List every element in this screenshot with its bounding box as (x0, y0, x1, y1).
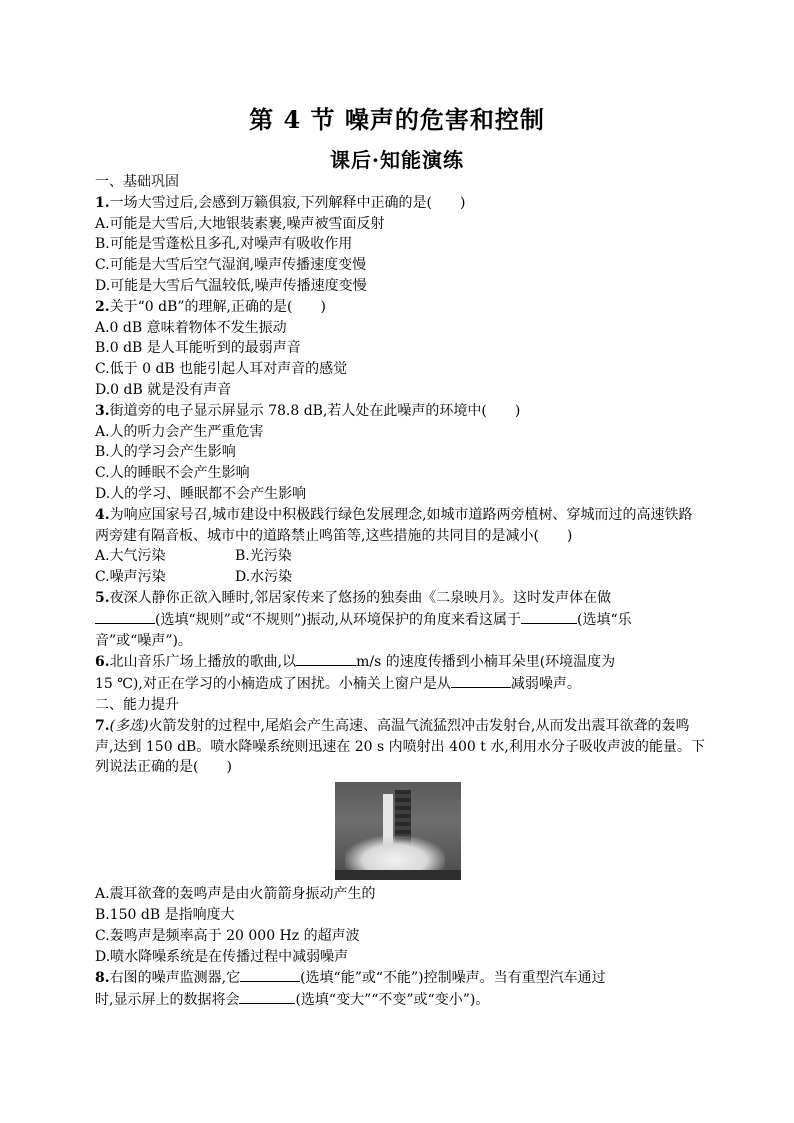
question-number: 4. (95, 506, 110, 523)
question-number: 2. (95, 298, 110, 315)
question-stem: 街道旁的电子显示屏显示 78.8 dB,若人处在此噪声的环境中( ) (109, 402, 521, 419)
question-7 (95, 716, 705, 778)
answer-blank[interactable] (296, 651, 356, 666)
question-number: 7. (95, 717, 110, 734)
question-1 (95, 193, 705, 214)
option-c: C.人的睡眠不会产生影响 (95, 465, 250, 482)
option-d: D.人的学习、睡眠都不会产生影响 (95, 485, 307, 502)
question-stem: 为响应国家号召,城市建设中积极践行绿色发展理念,如城市道路两旁植树、穿城而过的高速铁路两旁建有隔音板、城市中的道路禁止鸣笛等,这些措施的共同目的是减小( ) (95, 506, 693, 544)
question-number: 5. (95, 589, 110, 606)
question-6 (95, 651, 705, 673)
question-text: 15 ℃),对正在学习的小楠造成了困扰。小楠关上窗户是从 (95, 676, 451, 693)
question-5 (95, 588, 705, 609)
question-8-line-2 (95, 989, 705, 1011)
answer-blank[interactable] (451, 673, 511, 688)
question-text: m/s 的速度传播到小楠耳朵里(环境温度为 (356, 654, 616, 671)
question-text: 右图的噪声监测器,它 (109, 970, 241, 987)
question-text: (选填“变大”“不变”或“变小”)。 (295, 992, 490, 1009)
answer-blank[interactable] (95, 609, 155, 624)
option-a: A.震耳欲聋的轰鸣声是由火箭箭身振动产生的 (95, 886, 376, 903)
question-6-line-2 (95, 673, 705, 695)
option-c: C.可能是大雪后空气湿润,噪声传播速度变慢 (95, 257, 367, 274)
question-text: 减弱噪声。 (510, 676, 581, 693)
option-d: D.水污染 (235, 569, 293, 586)
question-4 (95, 505, 705, 547)
question-5-line-2 (95, 609, 705, 631)
ground-shape (335, 870, 461, 880)
option-c: C.轰鸣声是频率高于 20 000 Hz 的超声波 (95, 927, 360, 944)
option-b: B.光污染 (235, 548, 292, 565)
option-b: B.可能是雪蓬松且多孔,对噪声有吸收作用 (95, 236, 353, 253)
option-a: A.大气污染 (95, 548, 166, 565)
option-b: B.0 dB 是人耳能听到的最弱声音 (95, 340, 301, 357)
section-heading-basic: 一、基础巩固 (95, 174, 179, 190)
answer-blank[interactable] (240, 967, 300, 982)
question-stem: 一场大雪过后,会感到万籁俱寂,下列解释中正确的是( ) (109, 194, 466, 211)
option-c: C.噪声污染 (95, 569, 166, 586)
option-c: C.低于 0 dB 也能引起人耳对声音的感觉 (95, 361, 348, 378)
question-number: 6. (95, 654, 110, 671)
question-text: (选填“能”或“不能”)控制噪声。当有重型汽车通过 (300, 970, 606, 987)
answer-blank[interactable] (239, 989, 295, 1004)
option-a: A.可能是大雪后,大地银装素裹,噪声被雪面反射 (95, 215, 385, 232)
question-text: 音”或“噪声”)。 (95, 632, 192, 649)
option-b: B.150 dB 是指响度大 (95, 906, 235, 923)
section-heading-advanced: 二、能力提升 (95, 696, 179, 713)
option-d: D.喷水降噪系统是在传播过程中减弱噪声 (95, 948, 349, 965)
question-number: 3. (95, 402, 110, 419)
page-subtitle: 课后·知能演练 (330, 148, 464, 172)
question-text: 夜深人静你正欲入睡时,邻居家传来了悠扬的独奏曲《二泉映月》。这时发声体在做 (109, 589, 612, 606)
answer-blank[interactable] (521, 609, 577, 624)
option-a: A.人的听力会产生严重危害 (95, 423, 264, 440)
question-8 (95, 967, 705, 989)
question-stem: 火箭发射的过程中,尾焰会产生高速、高温气流猛烈冲击发射台,从而发出震耳欲聋的轰鸣声,达到 150 dB。喷水降噪系统则迅速在 20 s 内喷射出 400 t 水,利用水分子吸收声波的能量。下列说法正确的是( ) (95, 717, 705, 776)
rocket-launch-photo (335, 782, 461, 880)
option-d: D.0 dB 就是没有声音 (95, 381, 232, 398)
question-text: (选填“规则”或“不规则”)振动,从环境保护的角度来看这属于 (155, 611, 522, 628)
question-text: 时,显示屏上的数据将会 (95, 992, 240, 1009)
option-a: A.0 dB 意味着物体不发生振动 (95, 319, 287, 336)
question-number: 1. (95, 194, 110, 211)
question-text: 北山音乐广场上播放的歌曲,以 (109, 654, 297, 671)
page-title: 第 4 节 噪声的危害和控制 (249, 105, 545, 134)
question-number: 8. (95, 970, 110, 987)
question-3 (95, 401, 705, 422)
question-text: (选填“乐 (577, 611, 632, 628)
options-row (95, 567, 705, 588)
question-tag: (多选) (109, 717, 149, 734)
exercise-content (95, 172, 705, 1011)
option-d: D.可能是大雪后气温较低,噪声传播速度变慢 (95, 277, 367, 294)
question-2 (95, 297, 705, 318)
options-row (95, 546, 705, 567)
question-stem: 关于“0 dB”的理解,正确的是( ) (109, 298, 326, 315)
option-b: B.人的学习会产生影响 (95, 444, 236, 461)
